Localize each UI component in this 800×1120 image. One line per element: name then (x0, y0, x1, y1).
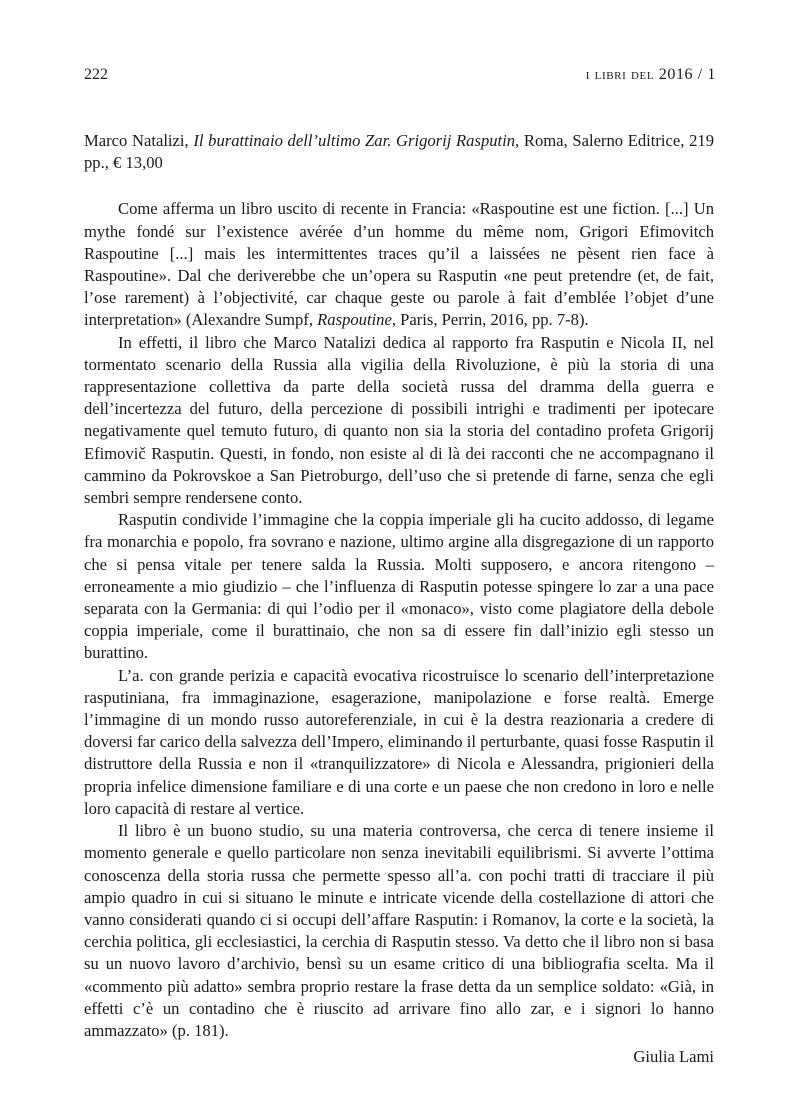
citation-details: Roma, Salerno Editrice, 219 pp., € 13,00 (84, 131, 714, 173)
paragraph-4: L’a. con grande perizia e capacità evocativa ricostruisce lo scenario dell’interpretazione rasputiniana, fra immaginazione, esagerazione, manipolazione e forse realtà. Emerge l’immagine di un mondo russo autoreferenziale, in cui è la destra reazionaria a credere di doversi far carico della salvezza dell’Impero, eliminando il perturbante, quasi fosse Rasputin il distruttore della Russia e non il «tranquilizzatore» di Nicola e Alessandra, prigionieri della propria infelice dimensione familiare e di una corte e un paese che non credono in loro e nelle loro capacità di restare al vertice. (84, 665, 714, 818)
citation-title: Il burattinaio dell’ultimo Zar. Grigorij Rasputin, (193, 131, 520, 150)
review-signature: Giulia Lami (633, 1047, 714, 1067)
paragraph-1 (84, 198, 714, 331)
paragraph-5: Il libro è un buono studio, su una materia controversa, che cerca di tenere insieme il momento generale e quello particolare non senza inevitabili equilibrismi. Si avverte l’ottima conoscenza della storia russa che permette spesso all’a. con pochi tratti di tracciare il più ampio quadro in cui si situano le minute e intricate vicende della costellazione di attori che vanno considerati quando ci si occupi dell’affare Rasputin: i Romanov, la corte e la società, la cerchia politica, gli ecclesiastici, la cerchia di Rasputin stesso. Va detto che il libro non si basa su un nuovo lavoro d’archivio, bensì su un esame critico di una bibliografia scelta. Ma il «commento più adatto» sembra proprio restare la frase detta da un semplice soldato: «Già, in effetti c’è un contadino che è riuscito ad arrivare fino allo zar, e i signori lo hanno ammazzato» (p. 181). (84, 821, 714, 1040)
paragraph-2: In effetti, il libro che Marco Natalizi dedica al rapporto fra Rasputin e Nicola II, nel tormentato scenario della Russia alla vigilia della Rivoluzione, è più la storia di una rappresentazione collettiva da parte della società russa del dramma della guerra e dell’incertezza del futuro, della percezione di possibili intrighi e tradimenti per ipotecare negativamente quel temuto futuro, di quanto non sia la storia del contadino profeta Grigorij Efimovič Rasputin. Questi, in fondo, non esiste al di là dei racconti che ne accompagnano il cammino da Pokrovskoe a San Pietroburgo, dell’uso che si pretende di farne, senza che egli sembri sempre rendersene conto. (84, 332, 714, 508)
review-body (84, 130, 714, 1068)
book-citation (84, 130, 714, 174)
paragraph-3: Rasputin condivide l’immagine che la coppia imperiale gli ha cucito addosso, di legame fra monarchia e popolo, fra sovrano e nazione, ultimo argine alla disgregazione di un rapporto che si pensa vitale per tenere salda la Russia. Molti supposero, e ancora ritengono – erroneamente a mio giudizio – che l’influenza di Rasputin potesse spingere lo zar a una pace separata con la Germania: di qui l’odio per il «monaco», visto come plagiatore della debole coppia imperiale, come il burattinaio, che non sa di essere fin dall’inizio egli stesso un burattino. (84, 510, 714, 663)
paragraph-1-italic-title: Raspoutine (317, 310, 392, 330)
citation-author: Marco Natalizi, (84, 131, 194, 150)
journal-reference: i libri del 2016 / 1 (585, 66, 716, 83)
running-header (84, 66, 716, 90)
paragraph-1-after: , Paris, Perrin, 2016, pp. 7-8). (391, 310, 589, 330)
paragraph-1-text: Come afferma un libro uscito di recente in Francia: «Raspoutine est une fiction. [...] Un mythe fondé sur l’existence avérée d’un homme du même nom, Grigori Efimovitch Raspoutine [...] mais les intermittentes traces qu’il a laissées ne pèsent rien face à Raspoutine». Dal che deriverebbe che un’opera su Rasputin «ne peut pretendre (et, de fait, l’ose rarement) à l’objectivité, car chaque geste ou parole à fait d’emblée l’objet d’une interpretation» (Alexandre Sumpf, (84, 199, 714, 330)
page-number: 222 (84, 66, 108, 83)
